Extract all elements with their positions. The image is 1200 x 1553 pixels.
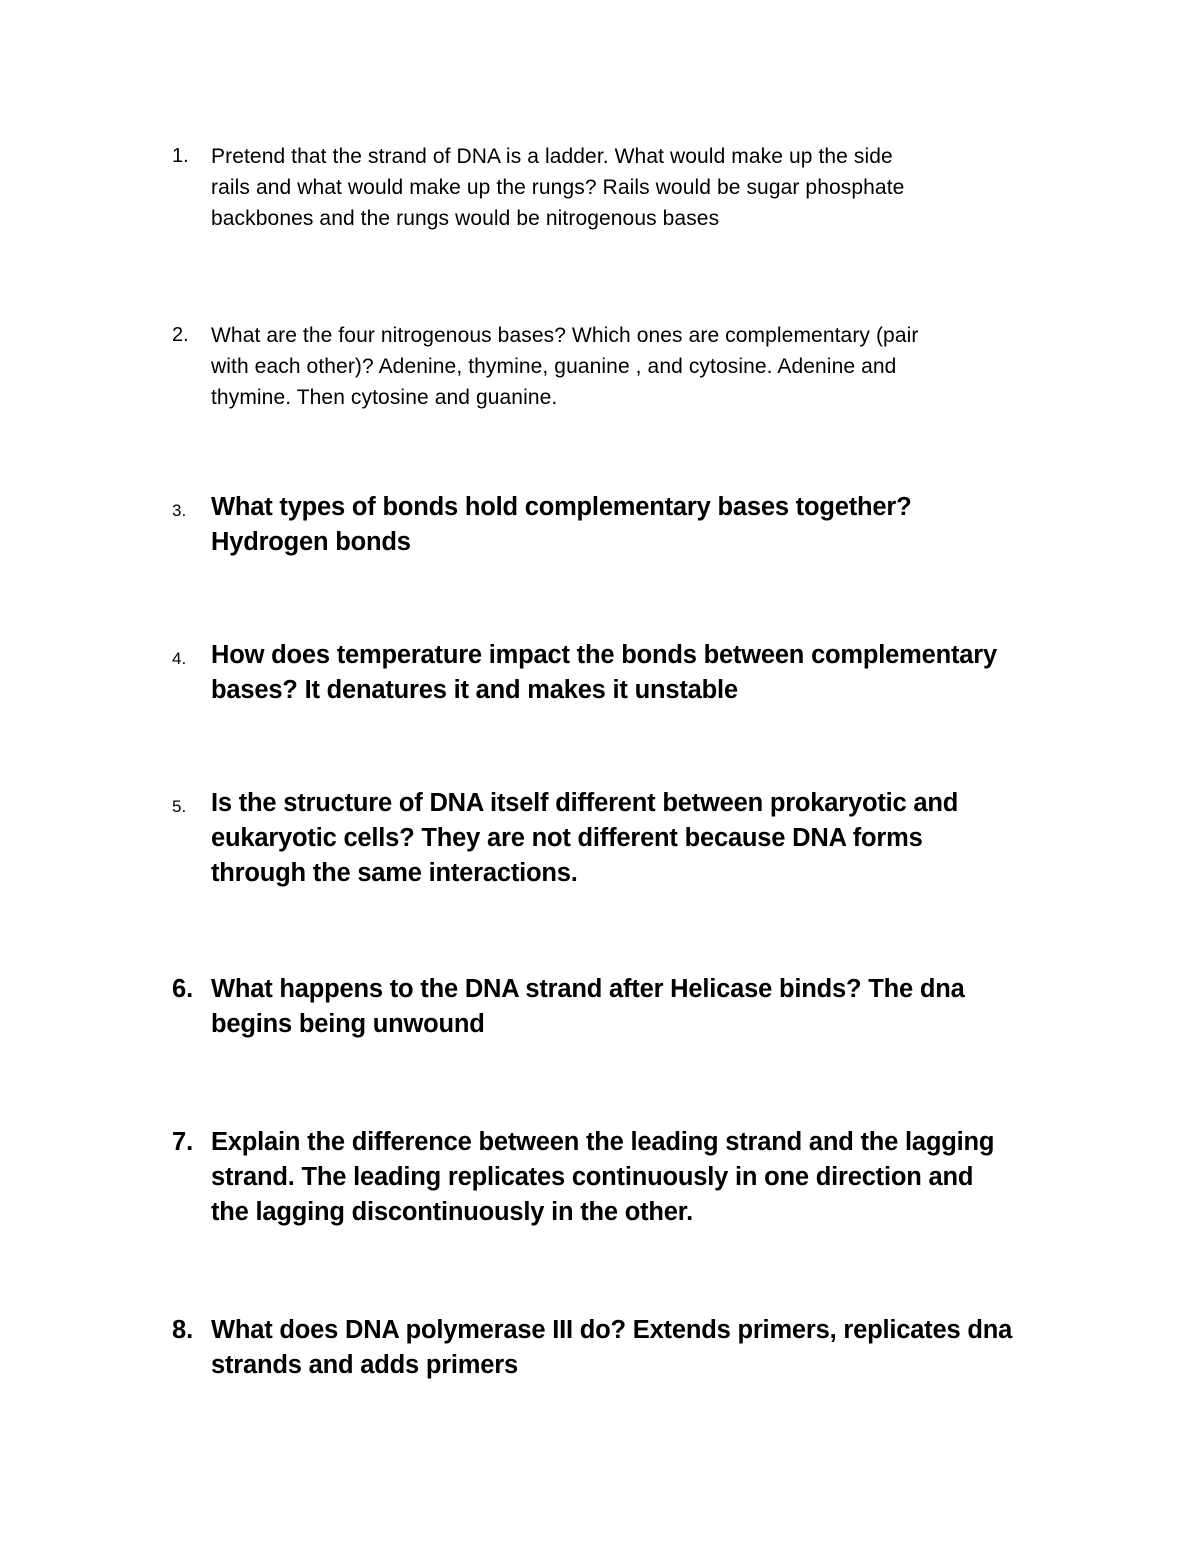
question-number: 8. [172, 1316, 194, 1344]
question-number: 3. [172, 501, 187, 520]
question-text: What types of bonds hold complementary bases together? Hydrogen bonds [211, 493, 912, 556]
question-number: 2. [172, 324, 189, 346]
question-number: 7. [172, 1128, 194, 1156]
question-text: Pretend that the strand of DNA is a ladder. What would make up the side rails and what would make up the rungs? Rails would be sugar phosphate backbones and the rungs would be nitrogenous bases [211, 145, 905, 230]
question-text: What does DNA polymerase III do? Extends primers, replicates dna strands and adds primers [211, 1316, 1013, 1379]
question-text: Explain the difference between the leading strand and the lagging strand. The leading replicates continuously in one direction and the lagging discontinuously in the other. [211, 1128, 995, 1226]
question-number: 1. [172, 145, 189, 167]
question-text: How does temperature impact the bonds between complementary bases? It denatures it and makes it unstable [211, 641, 997, 704]
question-number: 5. [172, 797, 187, 816]
question-text: What are the four nitrogenous bases? Which ones are complementary (pair with each other)? Adenine, thymine, guanine , and cytosine. Adenine and thymine. Then cytosine and guanine. [211, 324, 919, 409]
question-text: What happens to the DNA strand after Helicase binds? The dna begins being unwound [211, 975, 965, 1038]
question-text: Is the structure of DNA itself different between prokaryotic and eukaryotic cells? They are not different because DNA forms through the same interactions. [211, 789, 959, 887]
question-number: 4. [172, 649, 187, 668]
question-number: 6. [172, 975, 194, 1003]
